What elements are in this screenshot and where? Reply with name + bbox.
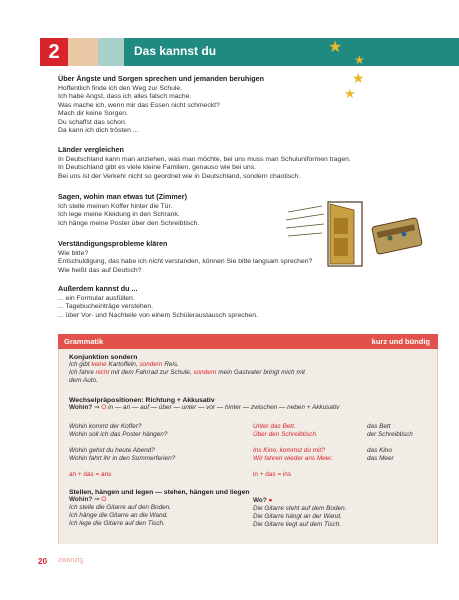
noun-line: der Schreibtisch [367, 431, 413, 438]
target-icon: ⭘ [101, 404, 107, 411]
contraction-text: in + das = ins [253, 471, 292, 478]
konjunktion-title: Konjunktion sondern [69, 354, 138, 361]
wohin-row [69, 496, 250, 504]
section-title: Außerdem kannst du ... [58, 284, 138, 293]
section-title: Sagen, wohin man etwas tut (Zimmer) [58, 192, 187, 201]
contraction-mid [253, 471, 291, 479]
highlight-text: nicht [95, 369, 110, 376]
text-line: Ich lege meine Kleidung in den Schrank. [58, 211, 180, 219]
answer-line: Wir fahren wieder ans Meer. [253, 455, 333, 462]
arrow-icon: ⇒ [94, 404, 100, 411]
grammatik-body [58, 349, 438, 544]
question-line: Wohin gehst du heute Abend? [69, 447, 155, 454]
example-line: dem Auto. [69, 377, 98, 384]
text-line: Ich habe Angst, dass ich alles falsch mache. [58, 93, 192, 101]
grammatik-subtitle: kurz und bündig [371, 337, 430, 346]
wechsel-mid-col [253, 423, 318, 439]
header-stripe-beige [68, 38, 98, 66]
stellen-title: Stellen, hängen und legen — stehen, hängen und liegen [69, 489, 250, 496]
example-text: Reis. [162, 361, 179, 368]
page-number: 20 [38, 557, 47, 566]
section-title: Länder vergleichen [58, 145, 124, 154]
example-text: mein Gastvater bringt mich mit [216, 369, 305, 376]
example-text: Ich gibt [69, 361, 92, 368]
contraction-left [69, 471, 111, 479]
answer-line: Über den Schreibtisch. [253, 431, 318, 438]
text-line: ... ein Formular ausfüllen. [58, 295, 135, 302]
answer-line: Ins Kino, kommst du mit? [253, 447, 325, 454]
chapter-header [0, 0, 459, 66]
question-line: Wohin soll ich das Poster hängen? [69, 431, 168, 438]
question-line: Wohin kommt der Koffer? [69, 423, 142, 430]
text-line: Mach dir keine Sorgen. [58, 110, 128, 118]
dot-icon: ● [268, 497, 273, 504]
example-text: mit dem Fahrrad zur Schule, [109, 369, 194, 376]
chapter-number: 2 [40, 38, 68, 66]
contraction-text: an + das = ans [69, 471, 112, 478]
arrow-icon: ⇒ [94, 496, 100, 503]
section-title: Über Ängste und Sorgen sprechen und jemanden beruhigen [58, 74, 265, 83]
grammatik-header [58, 334, 438, 349]
noun-line: das Meer [367, 455, 394, 462]
text-line: Da kann ich dich trösten ... [58, 127, 139, 135]
example-text: Ich fahre [69, 369, 96, 376]
text-line: ... Tagebucheinträge verstehen. [58, 303, 154, 311]
example-line: Ich hänge die Gitarre an die Wand. [69, 512, 168, 519]
konjunktion-block [69, 354, 305, 385]
prep-list: in — an — auf — über — unter — vor — hinter — zwischen — neben + Akkusativ [108, 404, 340, 411]
example-line: Ich lege die Gitarre auf den Tisch. [69, 520, 165, 527]
text-line: ... über Vor- und Nachteile von einem Schüleraustausch sprechen. [58, 311, 258, 319]
highlight-text: sondern [139, 361, 163, 368]
text-line: In Deutschland gibt es viele kleine Familien, genauso wie bei uns. [58, 164, 256, 172]
chapter-title: Das kannst du [134, 44, 217, 58]
wechsel2-right-col [367, 447, 394, 463]
example-text: Kartoffeln, [106, 361, 140, 368]
text-line: Du schaffst das schon. [58, 118, 127, 126]
wo-block [253, 497, 346, 529]
section-ausserdem [58, 284, 438, 320]
wohin-label: Wohin? [69, 496, 93, 503]
text-line: Entschuldigung, das habe ich nicht verstanden, können Sie bitte langsam sprechen? [58, 258, 313, 266]
text-line: Ich stelle meinen Koffer hinter die Tür. [58, 203, 173, 210]
wechsel-block [69, 397, 339, 412]
text-line: Was mache ich, wenn mir das Essen nicht schmeckt? [58, 101, 220, 109]
wo-label: Wo? [253, 497, 267, 504]
text-line: Bei uns ist der Verkehr nicht so geordnet wie in Deutschland, sondern chaotisch. [58, 172, 301, 180]
example-line: Die Gitarre steht auf dem Boden. [253, 505, 347, 512]
stellen-block [69, 489, 250, 528]
text-line: Hoffentlich finde ich den Weg zur Schule. [58, 85, 183, 92]
wechsel2-mid-col [253, 447, 333, 463]
wechsel-left-col [69, 423, 167, 439]
wohin-label: Wohin? [69, 404, 93, 411]
grammatik-title: Grammatik [64, 337, 104, 346]
star-icon: ★ [354, 53, 365, 67]
section-title: Verständigungsprobleme klären [58, 239, 168, 248]
question-line: Wohin fahrt ihr in den Sommerferien? [69, 455, 176, 462]
header-stripe-mint [98, 38, 124, 66]
grammatik-box [58, 334, 438, 544]
wechsel2-left-col [69, 447, 175, 463]
example-line: Die Gitarre liegt auf dem Tisch. [253, 521, 342, 528]
text-line: Wie bitte? [58, 250, 89, 257]
prep-line [69, 404, 339, 412]
text-line: In Deutschland kann man anziehen, was man möchte, bei uns muss man Schuluniformen tragen. [58, 156, 351, 163]
section-aengste [58, 74, 438, 135]
example-line [69, 369, 305, 377]
section-verstaendigung [58, 239, 438, 275]
section-laender [58, 145, 438, 181]
example-line: Ich stelle die Gitarre auf den Boden. [69, 504, 171, 511]
example-line [69, 361, 305, 369]
noun-line: das Kino [367, 447, 392, 454]
star-icon: ★ [344, 86, 356, 101]
target-icon: ⭘ [101, 496, 107, 503]
text-line: Ich hänge meine Poster über den Schreibtisch. [58, 219, 200, 227]
star-icon: ★ [352, 70, 365, 86]
example-line: Die Gitarre hängt an der Wand. [253, 513, 342, 520]
answer-line: Unter das Bett. [253, 423, 296, 430]
wo-row [253, 497, 346, 505]
highlight-text: sondern [193, 369, 217, 376]
wechsel-title: Wechselpräpositionen: Richtung + Akkusativ [69, 397, 215, 404]
highlight-text: keine [91, 361, 107, 368]
wechsel-right-col [367, 423, 413, 439]
noun-line: das Bett [367, 423, 391, 430]
text-line: Wie heißt das auf Deutsch? [58, 266, 142, 274]
page-word: zwanzig [58, 557, 84, 564]
star-icon: ★ [328, 39, 343, 56]
